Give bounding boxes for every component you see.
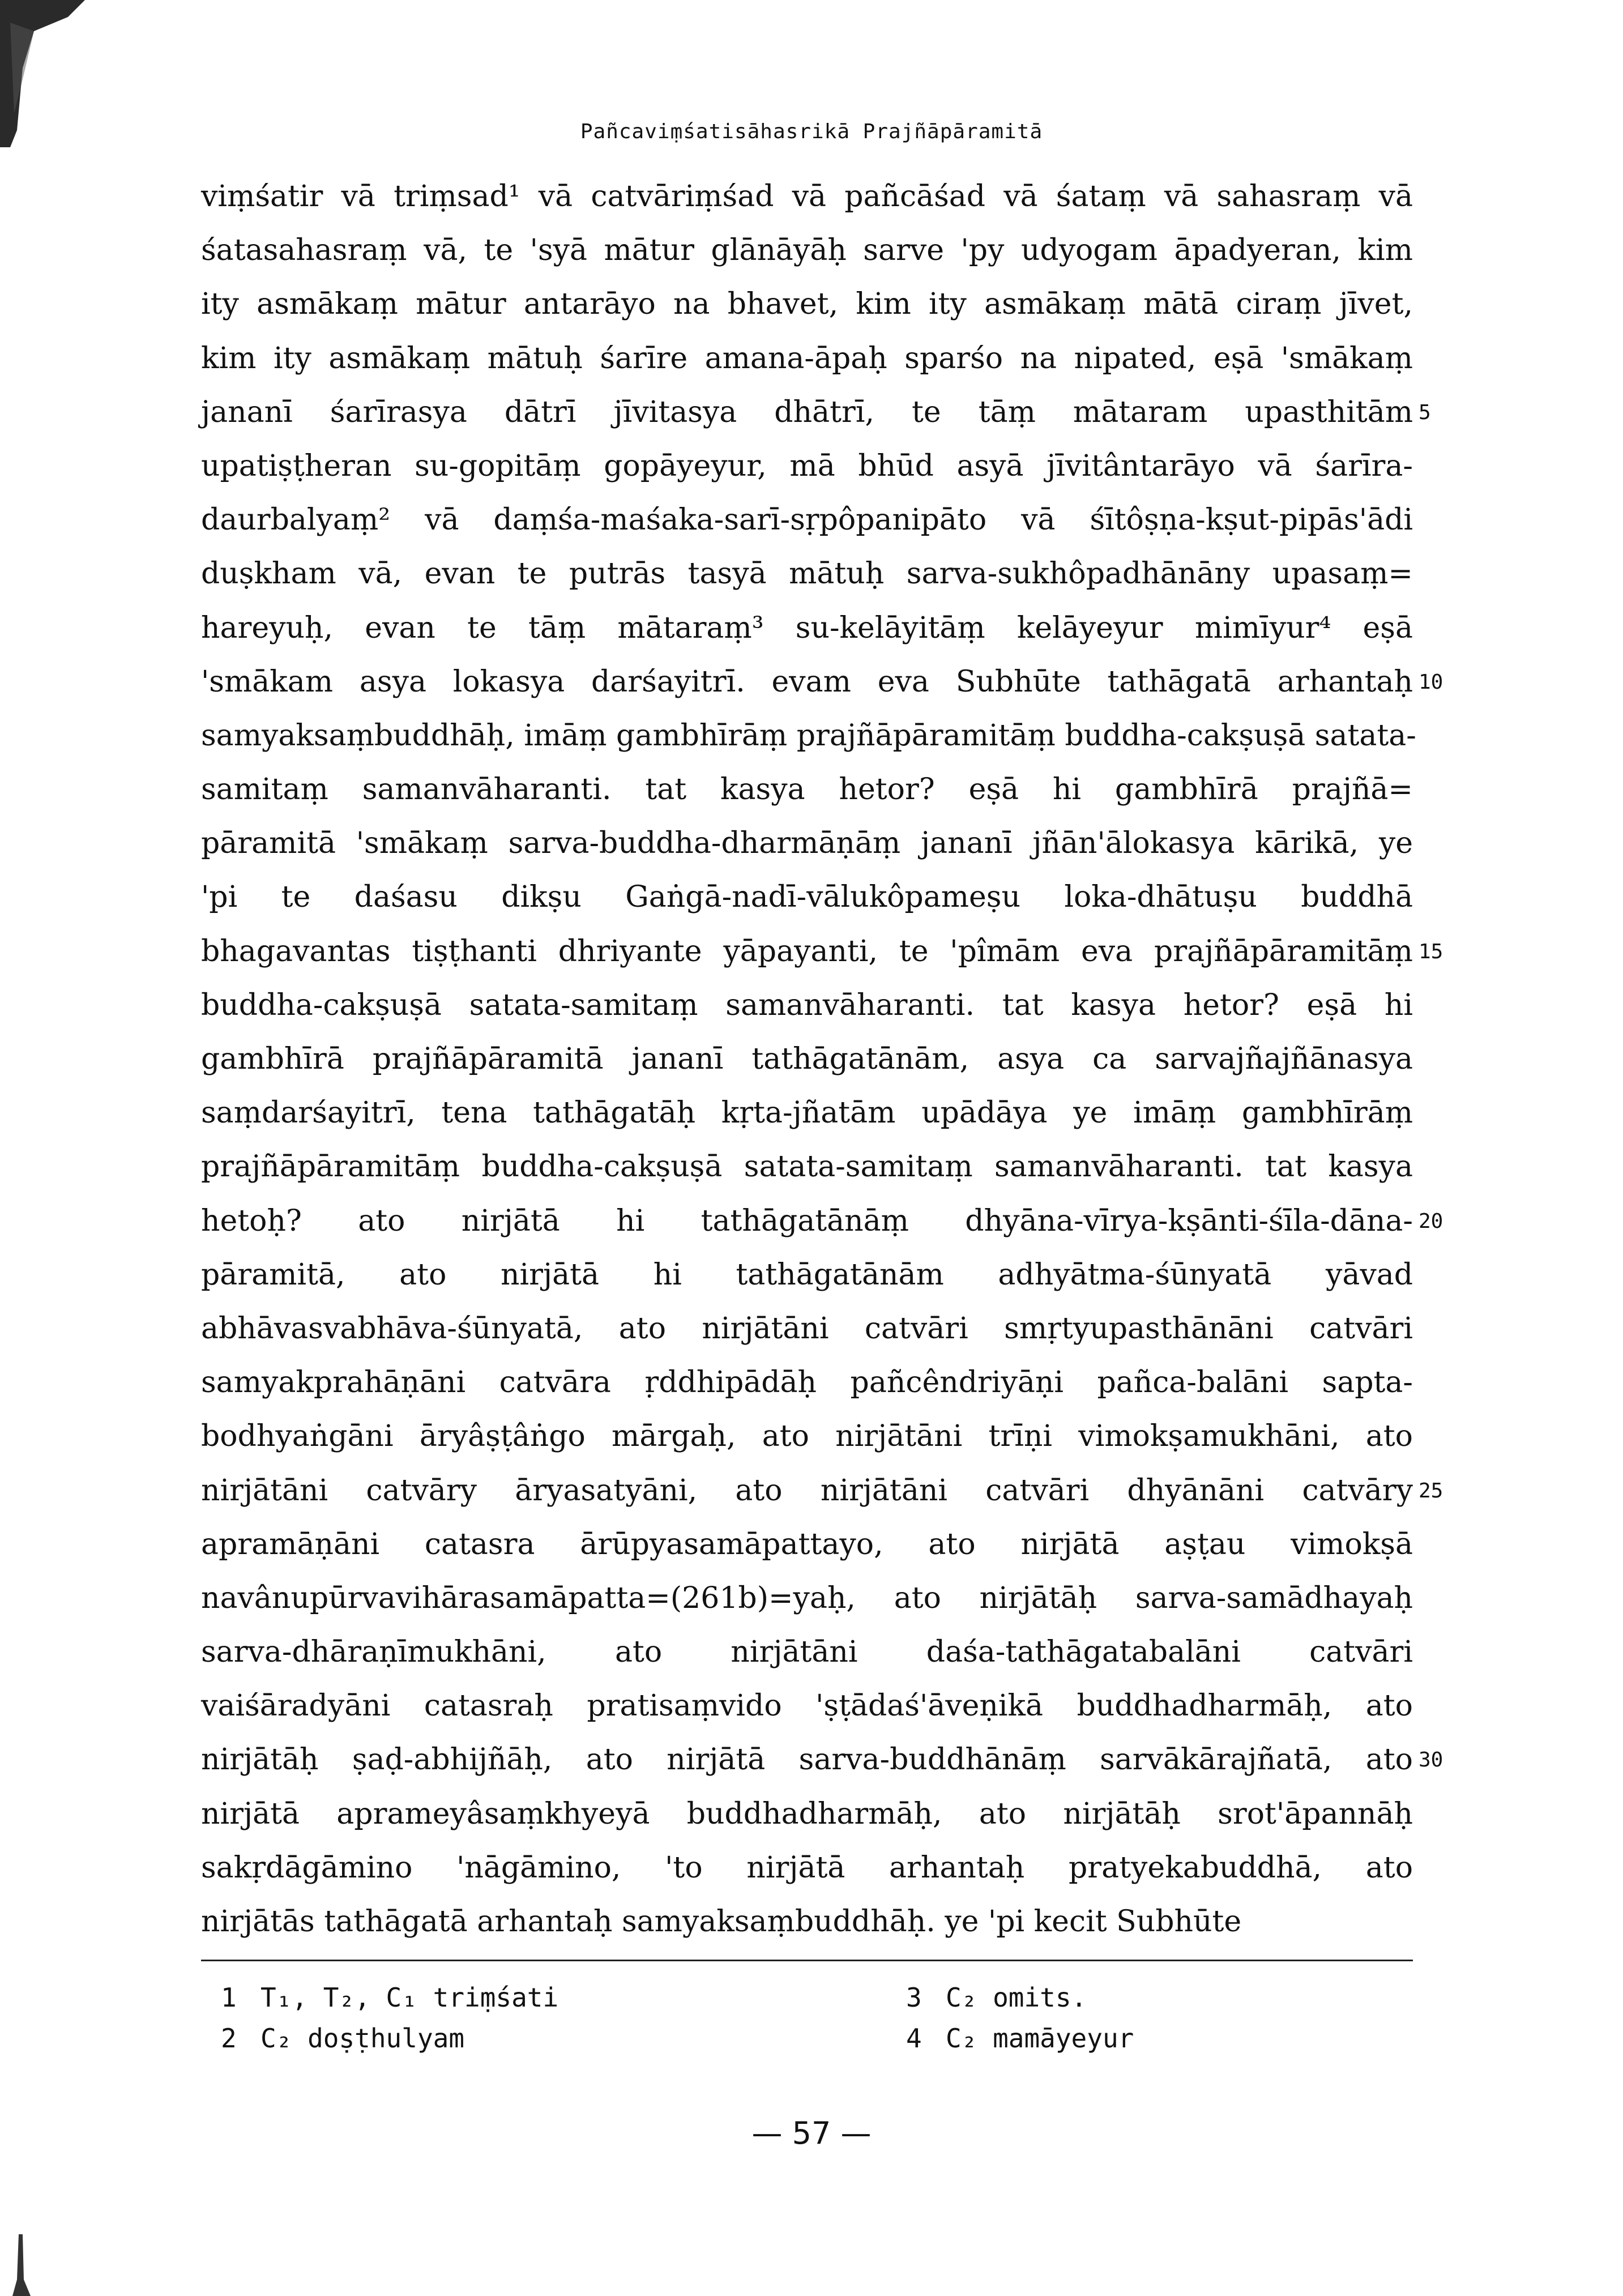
- footnote-text: T₁, T₂, C₁ triṃśati: [260, 1982, 559, 2013]
- text-line: [201, 1787, 1413, 1841]
- line-text: bodhyaṅgāni āryâṣṭâṅgo mārgaḥ, ato nirjātāni trīṇi vimokṣamukhāni, ato: [201, 1419, 1413, 1454]
- line-number: 10: [1419, 670, 1443, 694]
- text-line: [201, 170, 1413, 224]
- footnote-1: [221, 1982, 558, 2013]
- line-text: pāramitā 'smākaṃ sarva-buddha-dharmāṇāṃ jananī jñān'ālokasya kārikā, ye: [201, 826, 1413, 861]
- line-text: nirjātā aprameyâsaṃkhyeyā buddhadharmāḥ, ato nirjātāḥ srot'āpannāḥ: [201, 1796, 1413, 1831]
- line-text: navânupūrvavihārasamāpatta=(261b)=yaḥ, ato nirjātāḥ sarva-samādhayaḥ: [201, 1581, 1413, 1615]
- line-text: daurbalyaṃ² vā daṃśa-maśaka-sarī-sṛpôpanipāto vā śītôṣṇa-kṣut-pipās'ādi: [201, 503, 1413, 537]
- line-text: bhagavantas tiṣṭhanti dhriyante yāpayanti, te 'pîmām eva prajñāpāramitāṃ: [201, 934, 1413, 968]
- text-line: [201, 1625, 1413, 1679]
- line-text: kim ity asmākaṃ mātuḥ śarīre amana-āpaḥ sparśo na nipated, eṣā 'smākaṃ: [201, 341, 1413, 375]
- line-text: duṣkham vā, evan te putrās tasyā mātuḥ sarva-sukhôpadhānāny upasaṃ=: [201, 557, 1413, 591]
- line-text: sakṛdāgāmino 'nāgāmino, 'to nirjātā arhantaḥ pratyekabuddhā, ato: [201, 1850, 1413, 1885]
- line-text: jananī śarīrasya dātrī jīvitasya dhātrī, te tāṃ mātaram upasthitām: [201, 395, 1413, 429]
- footnote-3: [906, 1982, 1087, 2013]
- text-line: [201, 601, 1413, 655]
- line-number: 20: [1419, 1209, 1443, 1233]
- line-text: hetoḥ? ato nirjātā hi tathāgatānāṃ dhyāna-vīrya-kṣānti-śīla-dāna-: [201, 1204, 1413, 1238]
- line-text: samyakprahāṇāni catvāra ṛddhipādāḥ pañcêndriyāṇi pañca-balāni sapta-: [201, 1365, 1413, 1400]
- footnote-number: 2: [221, 2023, 237, 2054]
- scan-edge-mark: [10, 2234, 33, 2296]
- line-number: 15: [1419, 940, 1443, 963]
- footnote-number: 1: [221, 1982, 237, 2013]
- text-line: [201, 224, 1413, 278]
- line-text: buddha-cakṣuṣā satata-samitaṃ samanvāharanti. tat kasya hetor? eṣā hi: [201, 988, 1413, 1022]
- text-line: [201, 1841, 1413, 1895]
- footnote-2: [221, 2023, 464, 2054]
- line-text: vaiśāradyāni catasraḥ pratisaṃvido 'ṣṭādaś'āveṇikā buddhadharmāḥ, ato: [201, 1689, 1413, 1723]
- line-text: upatiṣṭheran su-gopitāṃ gopāyeyur, mā bhūd asyā jīvitântarāyo vā śarīra-: [201, 449, 1413, 483]
- text-line: [201, 979, 1413, 1032]
- line-text: 'smākam asya lokasya darśayitrī. evam eva Subhūte tathāgatā arhantaḥ: [201, 664, 1413, 699]
- line-text: samitaṃ samanvāharanti. tat kasya hetor? eṣā hi gambhīrā prajñā=: [201, 773, 1413, 807]
- line-text: viṃśatir vā triṃsad¹ vā catvāriṃśad vā pañcāśad vā śataṃ vā sahasraṃ vā: [201, 180, 1413, 214]
- text-line: [201, 1410, 1413, 1463]
- text-line: [201, 925, 1443, 979]
- line-text: hareyuḥ, evan te tāṃ mātaraṃ³ su-kelāyitāṃ kelāyeyur mimīyur⁴ eṣā: [201, 611, 1413, 645]
- line-text: 'pi te daśasu dikṣu Gaṅgā-nadī-vālukôpameṣu loka-dhātuṣu buddhā: [201, 880, 1413, 915]
- text-line: [201, 386, 1431, 439]
- line-number: 25: [1419, 1479, 1443, 1503]
- text-line: [201, 1302, 1413, 1356]
- text-line: [201, 1679, 1413, 1733]
- footnote-number: 3: [906, 1982, 922, 2013]
- line-text: śatasahasraṃ vā, te 'syā mātur glānāyāḥ sarve 'py udyogam āpadyeran, kim: [201, 233, 1413, 268]
- text-line: [201, 439, 1413, 493]
- text-line: [201, 763, 1413, 817]
- footnote-rule: [201, 1960, 1413, 1961]
- text-line: [201, 1032, 1413, 1086]
- text-line: [201, 1356, 1413, 1410]
- text-line: [201, 1248, 1413, 1302]
- line-number: 5: [1419, 400, 1431, 424]
- text-line: [201, 817, 1413, 870]
- line-text: nirjātāni catvāry āryasatyāni, ato nirjātāni catvāri dhyānāni catvāry: [201, 1473, 1413, 1508]
- footnote-text: C₂ doṣṭhulyam: [260, 2023, 465, 2054]
- line-text: gambhīrā prajñāpāramitā jananī tathāgatānām, asya ca sarvajñajñānasya: [201, 1042, 1413, 1076]
- text-line: [201, 493, 1413, 547]
- text-line: [201, 1572, 1413, 1625]
- line-text: ity asmākaṃ mātur antarāyo na bhavet, kim ity asmākaṃ mātā ciraṃ jīvet,: [201, 287, 1413, 322]
- text-line: [201, 1086, 1413, 1140]
- footnote-4: [906, 2023, 1134, 2054]
- running-head: Pañcaviṃśatisāhasrikā Prajñāpāramitā: [580, 120, 1043, 143]
- text-line: [201, 1733, 1443, 1787]
- line-text: nirjātāḥ ṣaḍ-abhijñāḥ, ato nirjātā sarva-buddhānāṃ sarvākārajñatā, ato: [201, 1743, 1413, 1777]
- line-number: 30: [1419, 1748, 1443, 1772]
- line-text: abhāvasvabhāva-śūnyatā, ato nirjātāni catvāri smṛtyupasthānāni catvāri: [201, 1311, 1413, 1346]
- text-line: [201, 1194, 1443, 1248]
- text-line: [201, 870, 1413, 924]
- line-text: apramāṇāni catasra ārūpyasamāpattayo, ato nirjātā aṣṭau vimokṣā: [201, 1527, 1413, 1561]
- line-text: nirjātās tathāgatā arhantaḥ samyaksaṃbuddhāḥ. ye 'pi kecit Subhūte: [201, 1905, 1242, 1939]
- footnote-number: 4: [906, 2023, 922, 2054]
- text-line: [201, 1464, 1443, 1518]
- text-line: [201, 1518, 1413, 1572]
- line-text: saṃdarśayitrī, tena tathāgatāḥ kṛta-jñatām upādāya ye imāṃ gambhīrāṃ: [201, 1096, 1413, 1130]
- text-line: [201, 278, 1413, 331]
- footnote-text: C₂ mamāyeyur: [946, 2023, 1134, 2054]
- page-number: — 57 —: [751, 2115, 872, 2151]
- text-line: [201, 1140, 1413, 1194]
- footnote-text: C₂ omits.: [946, 1982, 1087, 2013]
- text-line: [201, 655, 1443, 709]
- text-line: [201, 709, 1416, 763]
- line-text: sarva-dhāraṇīmukhāni, ato nirjātāni daśa-tathāgatabalāni catvāri: [201, 1635, 1413, 1670]
- text-line: [201, 547, 1413, 601]
- text-line: [201, 1895, 1413, 1949]
- main-text-block: [201, 170, 1443, 1949]
- line-text: samyaksaṃbuddhāḥ, imāṃ gambhīrāṃ prajñāpāramitāṃ buddha-cakṣuṣā satata-: [201, 718, 1416, 753]
- line-text: prajñāpāramitāṃ buddha-cakṣuṣā satata-samitaṃ samanvāharanti. tat kasya: [201, 1150, 1413, 1184]
- text-line: [201, 332, 1413, 386]
- line-text: pāramitā, ato nirjātā hi tathāgatānām adhyātma-śūnyatā yāvad: [201, 1257, 1413, 1292]
